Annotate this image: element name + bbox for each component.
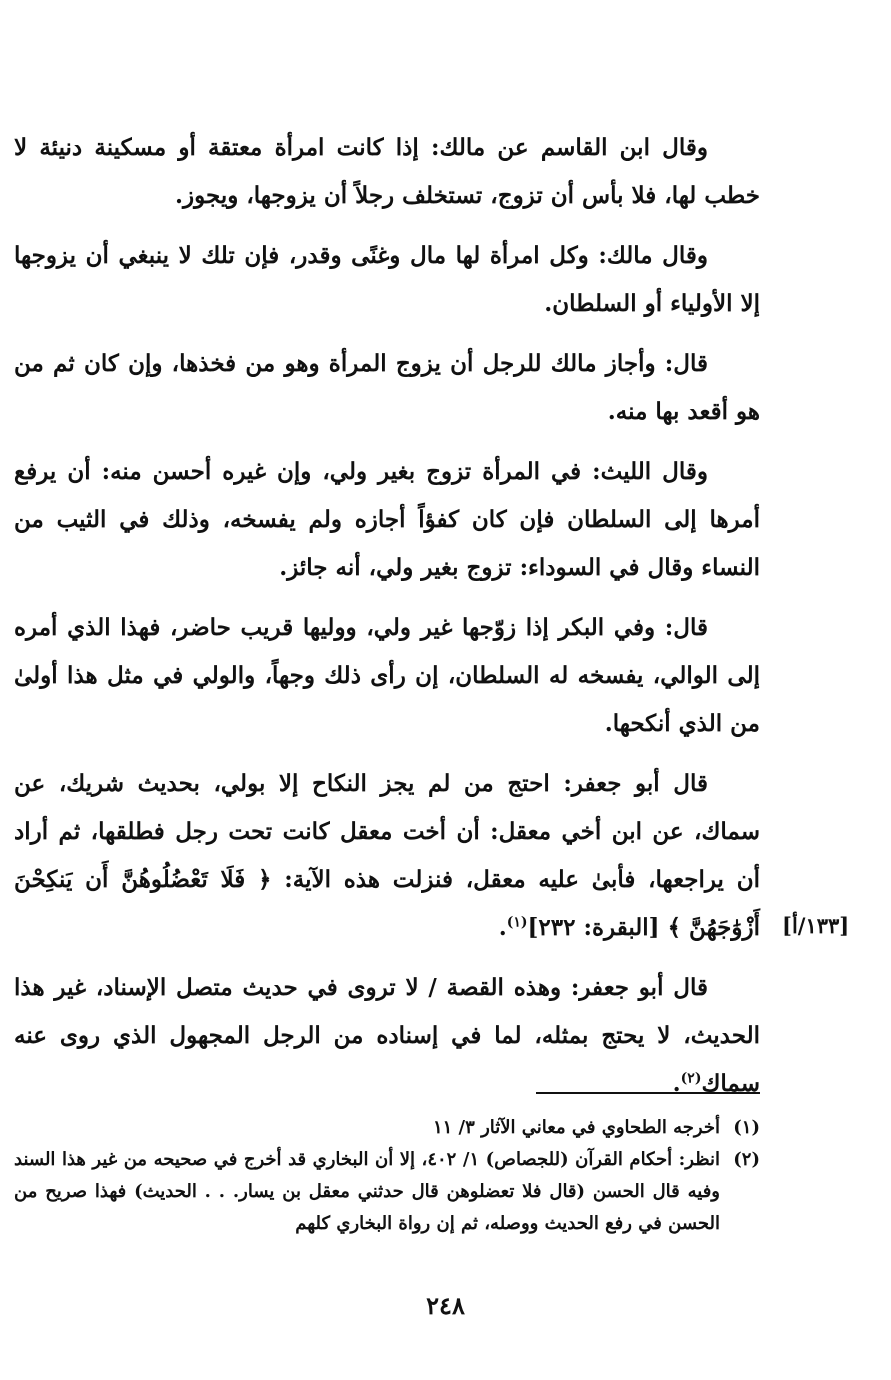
paragraph-1: وقال ابن القاسم عن مالك: إذا كانت امرأة معتقة أو مسكينة دنيئة لا خطب لها، فلا بأس أن تزوج، تستخلف رجلاً أن يزوجها، ويجوز. [14, 134, 760, 209]
footnote-2-text: انظر: أحكام القرآن (للجصاص) ١/ ٤٠٢، إلا أن البخاري قد أخرج في صحيحه من غير هذا السند وفيه قال الحسن (قال فلا تعضلوهن قال حدثني معقل بن يسار. . . الحديث) فهذا صريح من الحسن في رفع الحديث ووصله، ثم إن رواة البخاري كلهم [14, 1149, 720, 1234]
footnote-2-number: (٢) [733, 1149, 760, 1170]
footnotes [14, 1112, 760, 1240]
paragraph-7-text: قال أبو جعفر: وهذه القصة / لا تروى في حديث متصل الإسناد، غير هذا الحديث، لا يحتج بمثله، لما في إسناده من الرجل المجهول الذي روى عنه سماك [14, 974, 760, 1097]
paragraph-6-text: قال أبو جعفر: احتج من لم يجز النكاح إلا بولي، بحديث شريك، عن سماك، عن ابن أخي معقل: أن أخت معقل كانت تحت رجل فطلقها، ثم أراد أن يراجعها، فأبىٰ عليه معقل، فنزلت هذه الآية: [14, 770, 760, 893]
page-number: ٢٤٨ [426, 1291, 465, 1320]
paragraph-7-end: . [672, 1070, 681, 1097]
footnote-ref-1[interactable]: (١) [506, 914, 528, 931]
footnote-1-number: (١) [733, 1117, 760, 1138]
footnote-2 [14, 1144, 760, 1240]
paragraph-6-end: . [498, 914, 507, 941]
footnote-1-text: أخرجه الطحاوي في معاني الآثار ٣/ ١١ [432, 1117, 720, 1138]
paragraph-5: قال: وفي البكر إذا زوّجها غير ولي، ووليها قريب حاضر، فهذا الذي أمره إلى الوالي، يفسخه له السلطان، إن رأى ذلك وجهاً، والولي في مثل هذا أولىٰ من الذي أنكحها. [14, 614, 760, 737]
main-text [14, 124, 760, 1108]
paragraph-3: قال: وأجاز مالك للرجل أن يزوج المرأة وهو من فخذها، وإن كان ثم من هو أقعد بها منه. [14, 350, 760, 425]
paragraph-2: وقال مالك: وكل امرأة لها مال وغنًى وقدر، فإن تلك لا ينبغي أن يزوجها إلا الأولياء أو السلطان. [14, 242, 760, 317]
footnote-divider [536, 1092, 760, 1094]
footnote-ref-2[interactable]: (٢) [680, 1070, 702, 1087]
quran-citation: [البقرة: ٢٣٢] [527, 914, 660, 941]
footnote-1 [14, 1112, 760, 1144]
quran-verse: ﴿ فَلَا تَعْضُلُوهُنَّ أَن يَنكِحْنَ أَزْوَٰجَهُنَّ ﴾ [14, 866, 760, 941]
paragraph-6 [14, 760, 760, 952]
paragraph-4: وقال الليث: في المرأة تزوج بغير ولي، وإن غيره أحسن منه: أن يرفع أمرها إلى السلطان فإن كان كفؤاً أجازه ولم يفسخه، وذلك في الثيب من النساء وقال في السوداء: تزوج بغير ولي، أنه جائز. [14, 458, 760, 581]
manuscript-page-marker: [١٣٣/أ] [782, 913, 850, 938]
paragraph-7 [14, 964, 760, 1108]
